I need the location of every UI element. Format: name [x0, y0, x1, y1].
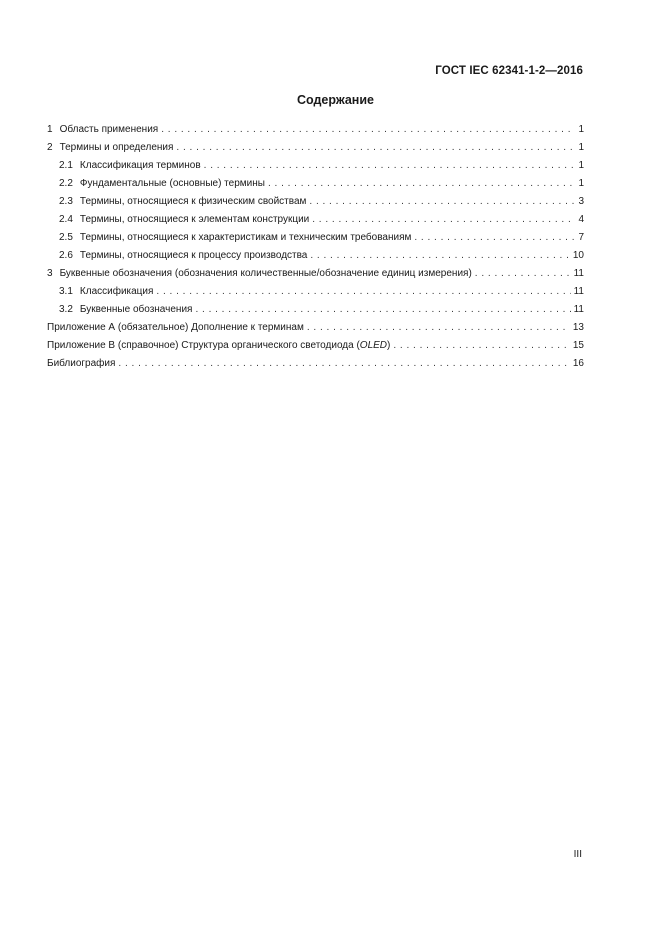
toc-dot-leader: [312, 211, 575, 229]
toc-entry-number: 2.3: [59, 196, 73, 207]
toc-dot-leader: [393, 337, 570, 355]
toc-entry-text-group: [47, 337, 390, 355]
toc-entry-text: Приложение А (обязательное) Дополнение к терминам: [47, 322, 304, 333]
toc-entry-text: Библиография: [47, 358, 116, 369]
toc-entry-page: 4: [578, 214, 584, 225]
toc-entry-appendix-b[interactable]: [47, 337, 584, 355]
toc-entry-page: 11: [573, 286, 584, 297]
toc-dot-leader: [118, 355, 569, 373]
toc-entry-page: 11: [573, 304, 584, 315]
toc-entry-number: 2.4: [59, 214, 73, 225]
toc-entry-2-1[interactable]: [47, 157, 584, 175]
toc-entry-1[interactable]: [47, 121, 584, 139]
toc-dot-leader: [475, 265, 571, 283]
toc-entry-text: Термины, относящиеся к процессу производства: [79, 250, 308, 261]
toc-entry-number: 1: [47, 124, 53, 135]
toc-entry-text: Термины, относящиеся к элементам конструкции: [79, 214, 310, 225]
toc-entry-page: 16: [572, 358, 584, 369]
toc-entry-3[interactable]: [47, 265, 584, 283]
toc-entry-text: Область применения: [59, 124, 159, 135]
toc-dot-leader: [156, 283, 570, 301]
toc-entry-number: 2.6: [59, 250, 73, 261]
toc-entry-text: Буквенные обозначения: [79, 304, 193, 315]
toc-entry-text-italic: OLED: [359, 340, 388, 351]
toc-entry-text: Классификация: [79, 286, 154, 297]
toc-entry-number: 2.2: [59, 178, 73, 189]
toc-entry-page: 10: [572, 250, 584, 261]
toc-title: Содержание: [296, 93, 374, 107]
toc-entry-text: Буквенные обозначения (обозначения количественные/обозначение единиц измерения): [59, 268, 472, 279]
table-of-contents: [47, 121, 584, 373]
toc-entry-number: 2.1: [59, 160, 73, 171]
toc-entry-number: 2.5: [59, 232, 73, 243]
toc-entry-text: Приложение В (справочное) Структура органического светодиода (: [47, 340, 360, 351]
toc-entry-2-5[interactable]: [47, 229, 584, 247]
toc-entry-bibliography[interactable]: [47, 355, 584, 373]
toc-entry-number: 2: [47, 142, 53, 153]
toc-dot-leader: [268, 175, 575, 193]
toc-entry-text-after: ): [387, 340, 391, 351]
document-code: ГОСТ IEC 62341-1-2—2016: [435, 65, 583, 77]
toc-entry-text: Термины, относящиеся к характеристикам и техническим требованиям: [79, 232, 412, 243]
toc-entry-page: 13: [572, 322, 584, 333]
toc-dot-leader: [161, 121, 575, 139]
toc-entry-page: 11: [573, 268, 584, 279]
page-number: III: [573, 849, 582, 860]
toc-entry-2-3[interactable]: [47, 193, 584, 211]
toc-dot-leader: [195, 301, 570, 319]
toc-entry-3-2[interactable]: [47, 301, 584, 319]
toc-dot-leader: [414, 229, 575, 247]
toc-entry-2-2[interactable]: [47, 175, 584, 193]
toc-entry-text: Фундаментальные (основные) термины: [79, 178, 265, 189]
toc-dot-leader: [307, 319, 570, 337]
toc-dot-leader: [176, 139, 575, 157]
toc-entry-2-4[interactable]: [47, 211, 584, 229]
toc-entry-text: Термины, относящиеся к физическим свойствам: [79, 196, 307, 207]
toc-entry-2[interactable]: [47, 139, 584, 157]
toc-entry-page: 3: [578, 196, 584, 207]
toc-entry-page: 1: [578, 160, 584, 171]
toc-entry-2-6[interactable]: [47, 247, 584, 265]
toc-entry-number: 3.1: [59, 286, 73, 297]
toc-entry-page: 1: [578, 178, 584, 189]
toc-dot-leader: [204, 157, 576, 175]
toc-dot-leader: [309, 193, 575, 211]
toc-entry-page: 15: [572, 340, 584, 351]
toc-dot-leader: [310, 247, 570, 265]
toc-entry-3-1[interactable]: [47, 283, 584, 301]
toc-entry-page: 1: [578, 142, 584, 153]
toc-entry-text: Термины и определения: [59, 142, 174, 153]
toc-entry-number: 3.2: [59, 304, 73, 315]
toc-entry-text: Классификация терминов: [79, 160, 201, 171]
toc-entry-appendix-a[interactable]: [47, 319, 584, 337]
toc-entry-page: 1: [578, 124, 584, 135]
toc-entry-page: 7: [578, 232, 584, 243]
toc-entry-number: 3: [47, 268, 53, 279]
